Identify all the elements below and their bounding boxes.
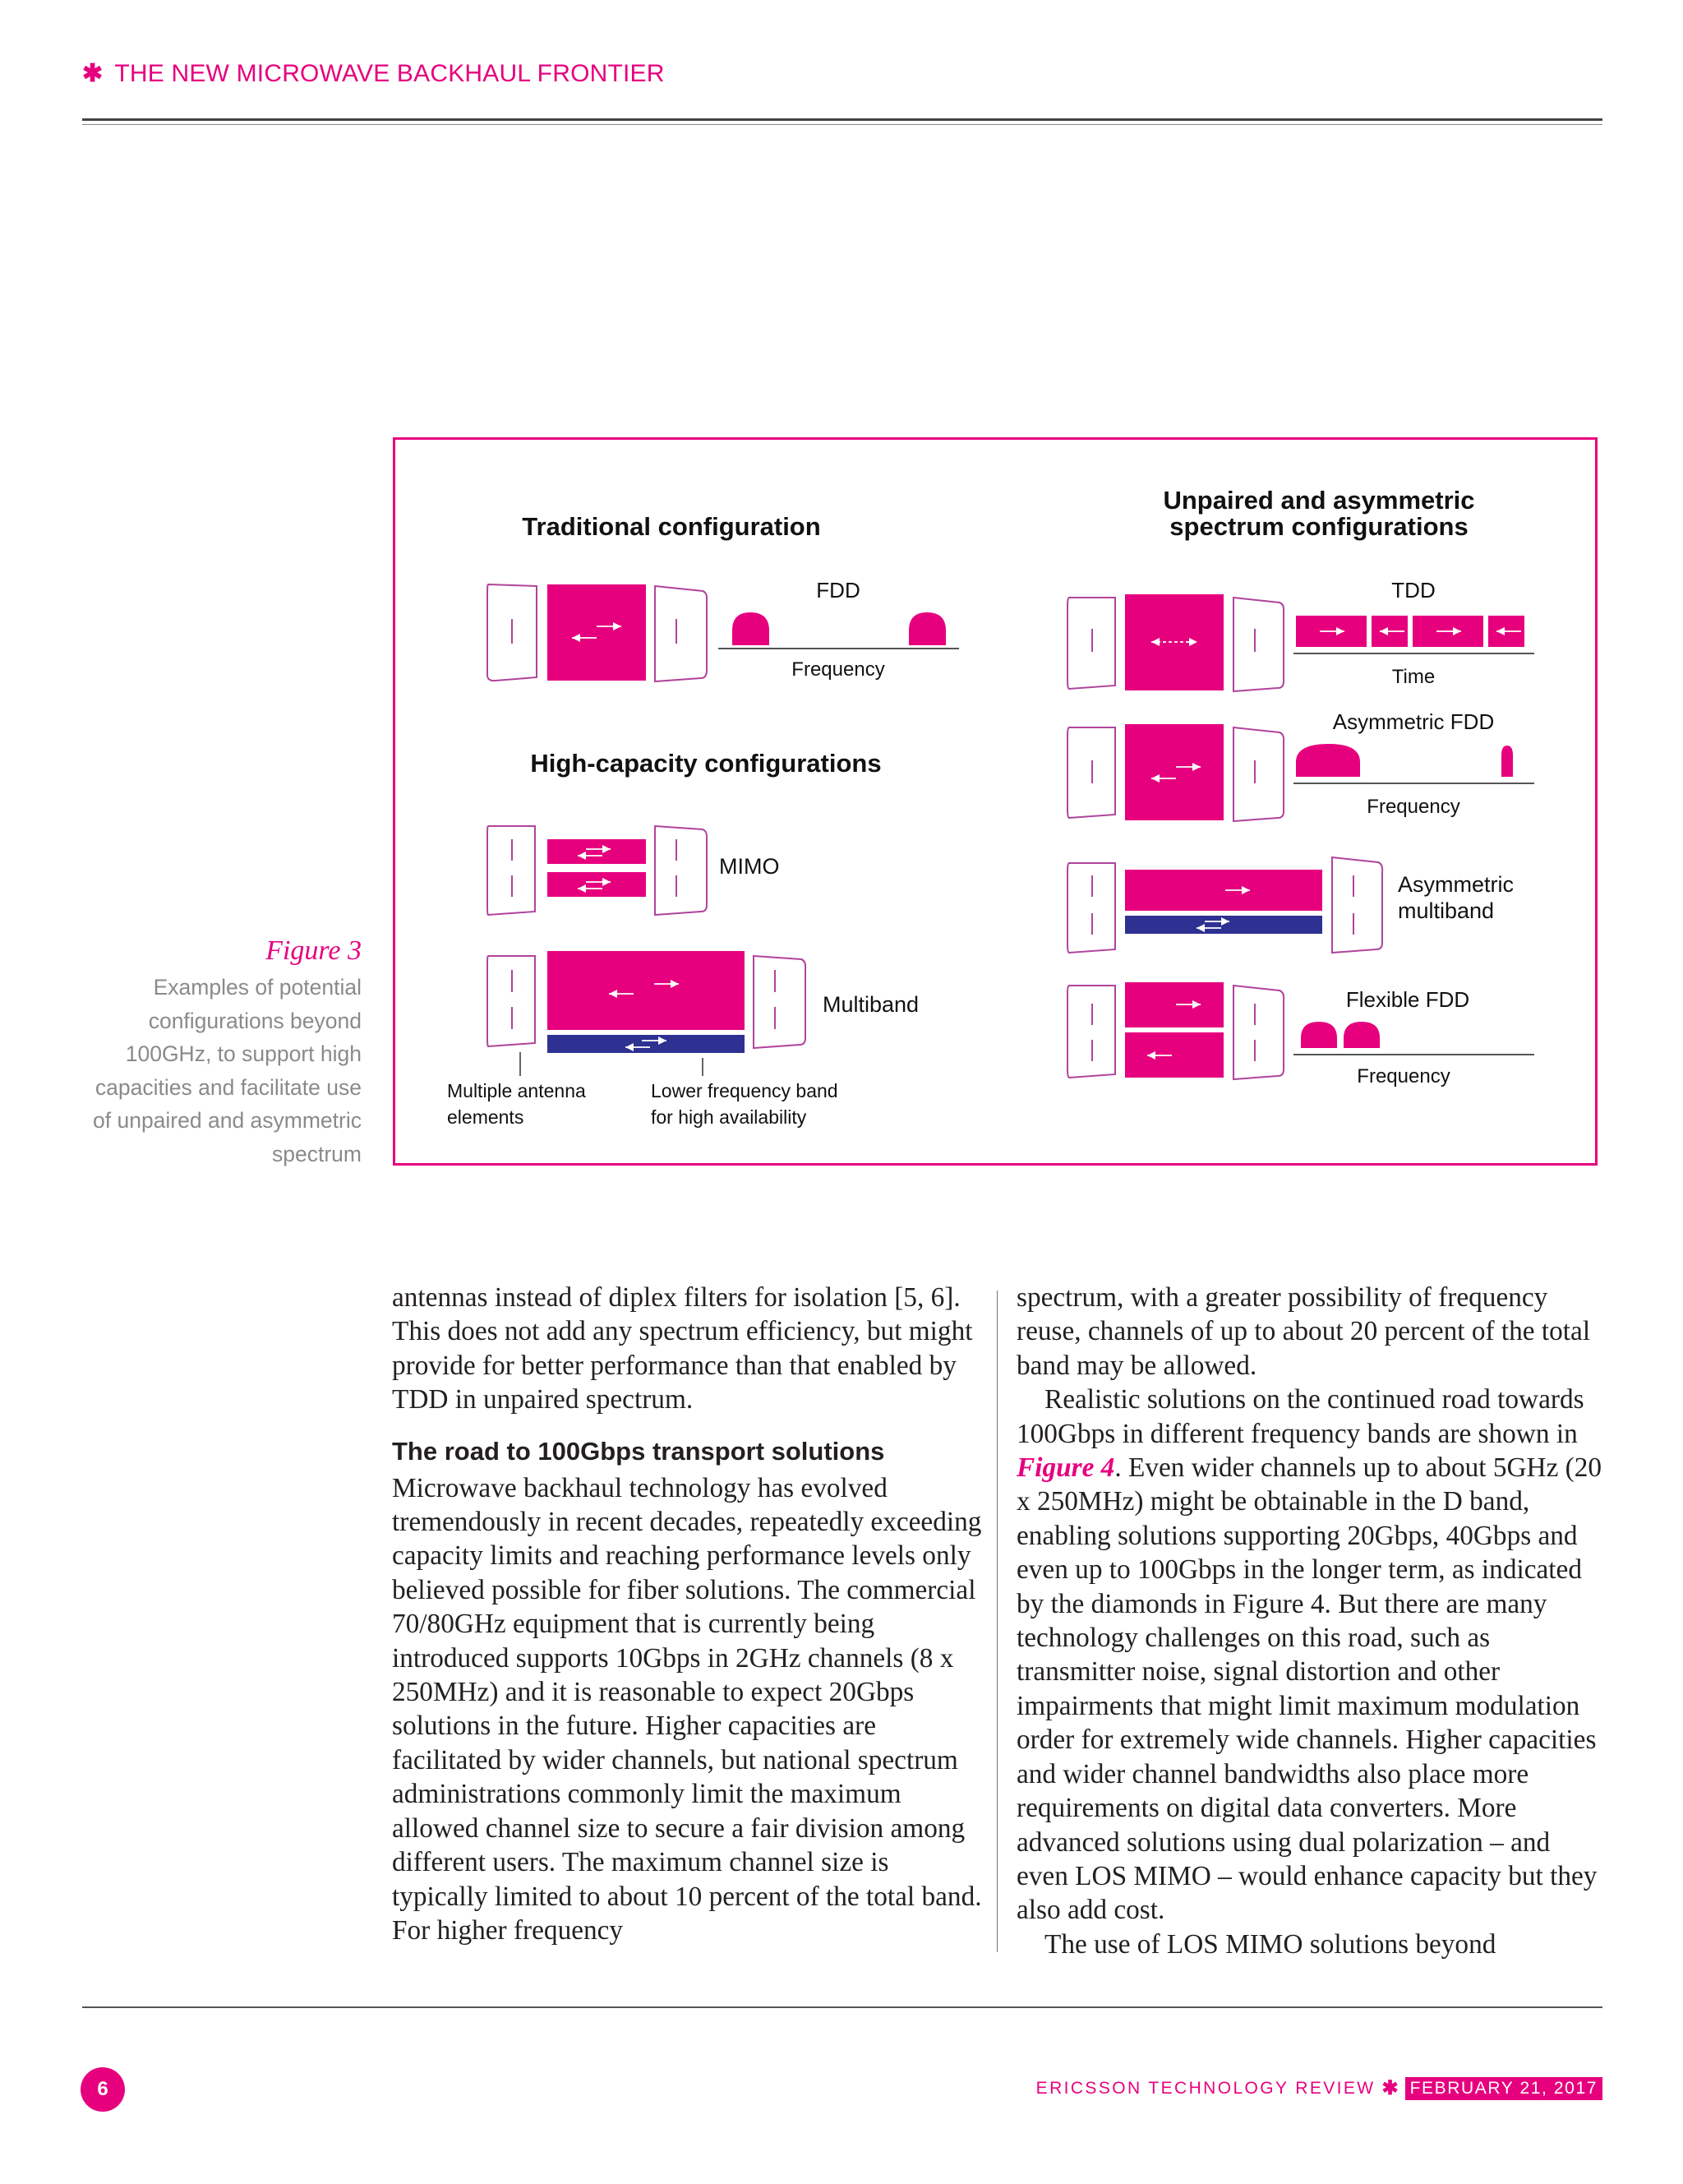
figure-caption xyxy=(90,931,362,1170)
header-title: THE NEW MICROWAVE BACKHAUL FRONTIER xyxy=(114,60,665,87)
asym-fdd-label: Asymmetric FDD xyxy=(1332,709,1495,734)
asym-multiband-line2: multiband xyxy=(1398,898,1495,923)
frequency-label: Frequency xyxy=(791,658,885,681)
flexible-fdd-label: Flexible FDD xyxy=(1345,987,1470,1012)
column-divider xyxy=(997,1291,998,1952)
body-column-left xyxy=(392,1281,982,1947)
tdd-label: TDD xyxy=(1391,578,1436,603)
band-note-line1: Lower frequency band xyxy=(651,1080,838,1101)
paragraph-road: Microwave backhaul technology has evolved tremendously in recent decades, repeatedly exceeding capacity limits and reaching performance levels only believed possible for fiber solutions. The commercial 70/80GHz equipment that is currently being introduced supports 10Gbps in 2GHz channels (8 x 250MHz) and it is reasonable to expect 20Gbps solutions in the future. Higher capacities are facilitated by wider channels, but national spectrum administrations commonly limit the maximum allowed channel size to secure a fair division among different users. The maximum channel size is typically limited to about 10 percent of the total band. For higher frequency xyxy=(392,1472,982,1946)
paragraph-realistic xyxy=(1017,1383,1608,1928)
mimo-label: MIMO xyxy=(719,854,780,879)
traditional-fdd-link xyxy=(487,584,707,681)
section-heading: The road to 100Gbps transport solutions xyxy=(392,1436,885,1466)
paragraph-realistic-start: Realistic solutions on the continued road towards 100Gbps in different frequency bands are shown in xyxy=(1017,1384,1584,1449)
asymmetric-fdd-link xyxy=(1067,709,1534,821)
figure-label: Figure 3 xyxy=(265,935,362,966)
figure-caption-text: Examples of potential configurations beyond 100GHz, to support high capacities and facilitate use of unpaired and asymmetric spectrum xyxy=(93,975,362,1166)
flexible-fdd-frequency-label: Frequency xyxy=(1357,1065,1450,1087)
figure-3-svg xyxy=(395,440,1595,1163)
time-label: Time xyxy=(1391,666,1436,688)
asymmetric-multiband-link xyxy=(1067,857,1514,953)
antenna-note-line2: elements xyxy=(447,1106,524,1128)
multiband-link xyxy=(447,951,919,1128)
header-rule-thick xyxy=(82,118,1602,121)
running-header xyxy=(82,59,665,88)
figure-3-diagram xyxy=(393,437,1598,1166)
footer-rule xyxy=(82,2006,1602,2008)
high-capacity-title: High-capacity configurations xyxy=(530,749,882,778)
figure-4-reference[interactable]: Figure 4 xyxy=(1017,1452,1115,1484)
mimo-link xyxy=(487,826,780,915)
publication-date: FEBRUARY 21, 2017 xyxy=(1405,2077,1602,2100)
paragraph-los-mimo: The use of LOS MIMO solutions beyond xyxy=(1044,1928,1496,1960)
paragraph-spectrum: spectrum, with a greater possibility of frequency reuse, channels of up to about 20 percent of the total band may be allowed. xyxy=(1017,1282,1591,1381)
multiband-label: Multiband xyxy=(823,992,920,1017)
fdd-spectrum xyxy=(718,578,959,681)
header-rule-thin xyxy=(82,124,1602,125)
publication-name: ERICSSON TECHNOLOGY REVIEW xyxy=(1035,2078,1376,2098)
antenna-note-line1: Multiple antenna xyxy=(447,1080,586,1101)
band-note-line2: for high availability xyxy=(651,1106,807,1128)
paragraph-antennas: antennas instead of diplex filters for isolation [5, 6]. This does not add any spectrum efficiency, but might provide for better performance than that enabled by TDD in unpaired spectrum. xyxy=(392,1282,973,1415)
footer-publication xyxy=(1036,2076,1602,2100)
fdd-label: FDD xyxy=(816,578,860,603)
page-number: 6 xyxy=(81,2067,125,2112)
unpaired-title-line2: spectrum configurations xyxy=(1169,512,1469,541)
asterisk-icon: ✱ xyxy=(82,60,104,87)
asym-multiband-line1: Asymmetric xyxy=(1398,872,1514,897)
unpaired-title-line1: Unpaired and asymmetric xyxy=(1163,486,1475,515)
tdd-link xyxy=(1067,578,1534,691)
paragraph-realistic-rest: . Even wider channels up to about 5GHz (20 x 250MHz) might be obtainable in the D band, enabling solutions supporting 20Gbps, 40Gbps and even up to 100Gbps in the longer term, as indicated by the diamonds in Figure 4. But there are many technology challenges on this road, such as transmitter noise, signal distortion and other impairments that might limit maximum modulation order for extremely wide channels. Higher capacities and wider channel bandwidths also place more requirements on digital data converters. More advanced solutions using dual polarization – and even LOS MIMO – would enhance capacity but they also add cost. xyxy=(1017,1452,1602,1926)
asym-fdd-frequency-label: Frequency xyxy=(1367,796,1460,818)
body-column-right xyxy=(1017,1281,1608,1961)
traditional-config-title: Traditional configuration xyxy=(522,512,821,541)
flexible-fdd-link xyxy=(1067,982,1534,1087)
asterisk-icon: ✱ xyxy=(1381,2077,1399,2099)
